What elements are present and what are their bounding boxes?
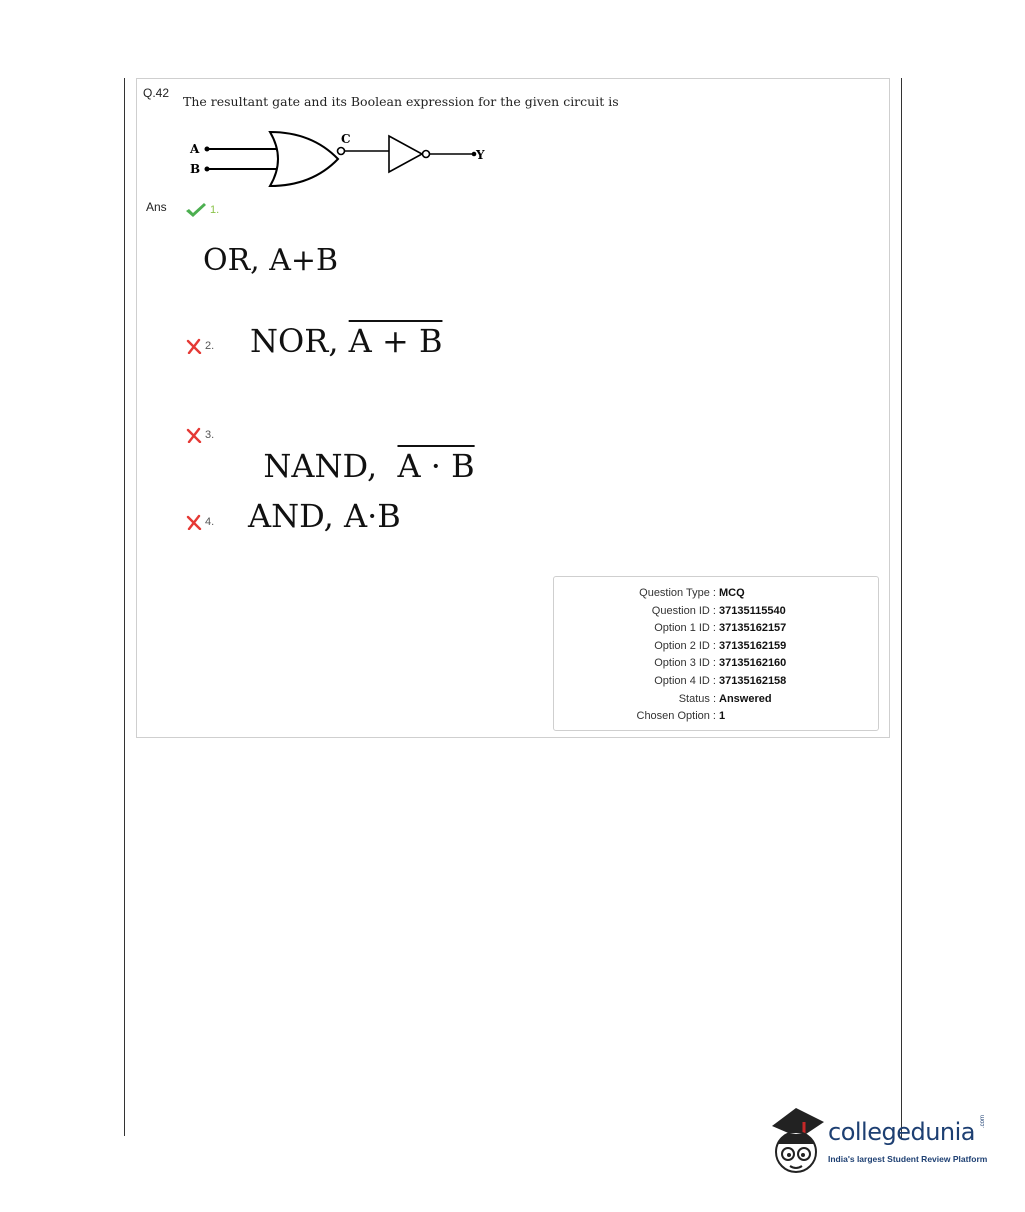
option-1-mark <box>185 202 219 218</box>
info-row-question-id: Question ID : 37135115540 <box>651 605 786 617</box>
logo-dotcom: .com <box>980 1114 986 1128</box>
collegedunia-logo <box>766 1104 996 1184</box>
input-b-label: B <box>190 162 201 176</box>
logo-tagline: India's largest Student Review Platform <box>828 1154 988 1164</box>
mascot-icon <box>766 1104 828 1184</box>
info-row-option-4-id: Option 4 ID : 37135162158 <box>654 675 787 687</box>
nor-gate-icon <box>270 132 338 186</box>
option-1-text: OR, A+B <box>203 243 339 278</box>
question-info-box <box>553 576 879 731</box>
not-gate-icon <box>389 136 422 172</box>
info-row-option-1-id: Option 1 ID : 37135162157 <box>654 622 787 634</box>
circuit-diagram <box>178 128 498 188</box>
cross-icon <box>186 338 202 354</box>
info-row-chosen-option: Chosen Option : 1 <box>636 710 726 722</box>
option-3-number: 3. <box>205 429 215 441</box>
cross-icon <box>186 514 202 530</box>
option-2-mark <box>186 338 214 354</box>
info-row-status: Status : Answered <box>678 693 772 705</box>
node-c-label: C <box>341 132 351 146</box>
option-3-gate: NAND, <box>263 447 398 485</box>
cross-icon <box>186 427 202 443</box>
input-a-label: A <box>190 142 200 156</box>
right-margin-line <box>901 78 902 1138</box>
option-3-mark <box>186 427 214 443</box>
info-row-question-type: Question Type : MCQ <box>639 587 745 599</box>
info-row-option-2-id: Option 2 ID : 37135162159 <box>654 640 787 652</box>
option-3-text <box>243 409 475 485</box>
option-2-gate: NOR, <box>250 322 349 360</box>
option-4-mark <box>186 514 214 530</box>
output-y-label: Y <box>476 148 485 162</box>
option-4-number: 4. <box>205 516 215 528</box>
question-number: Q.42 <box>143 86 170 100</box>
info-row-option-3-id: Option 3 ID : 37135162160 <box>654 657 787 669</box>
option-4-text: AND, A·B <box>248 497 401 535</box>
left-margin-line <box>124 78 125 1136</box>
answer-label: Ans <box>146 200 167 214</box>
option-1-number: 1. <box>210 204 220 216</box>
option-2-text <box>250 322 442 360</box>
logo-wordmark: collegedunia <box>828 1118 976 1146</box>
option-2-expression: A + B <box>348 322 443 360</box>
check-icon <box>185 202 207 218</box>
option-3-expression: A · B <box>397 447 475 485</box>
question-text: The resultant gate and its Boolean expression for the given circuit is <box>183 94 619 109</box>
option-2-number: 2. <box>205 340 215 352</box>
